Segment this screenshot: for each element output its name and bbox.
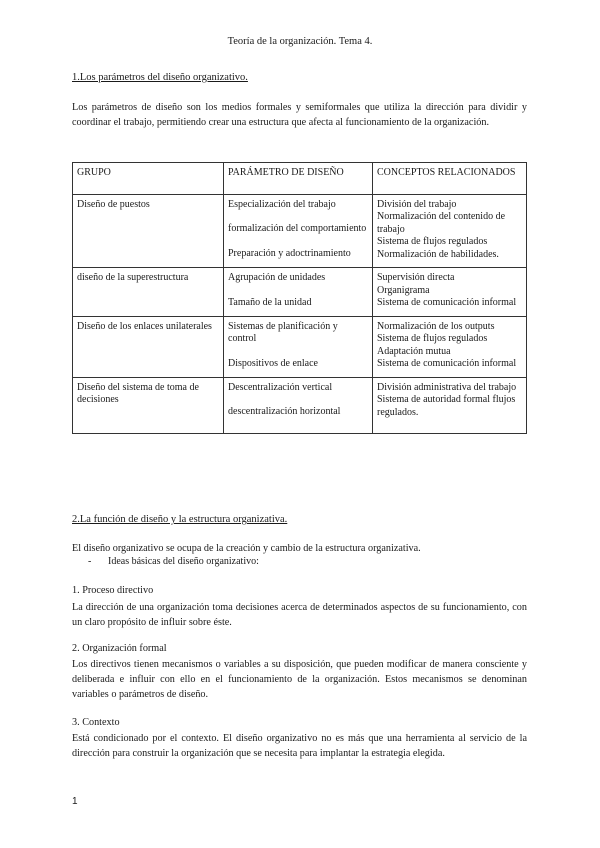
bullet-item: - Ideas básicas del diseño organizativo: xyxy=(88,556,259,567)
parametro-cell: Descentralización vertical descentralización horizontal xyxy=(224,377,373,434)
grupo-cell: Diseño del sistema de toma de decisiones xyxy=(73,377,224,434)
section-2-intro: El diseño organizativo se ocupa de la creación y cambio de la estructura organizativa. xyxy=(72,543,421,554)
parametro-cell: Sistemas de planificación y control Dispositivos de enlace xyxy=(224,316,373,377)
page-number: 1 xyxy=(72,796,78,807)
grupo-cell: Diseño de los enlaces unilaterales xyxy=(73,316,224,377)
section-2-title: 2.La función de diseño y la estructura organizativa. xyxy=(72,514,288,525)
section-1-intro: Los parámetros de diseño son los medios formales y semiformales que utiliza la dirección para dividir y coordinar el trabajo, permitiendo crear una estructura que afecta al funcionamiento de la organización. xyxy=(72,102,527,128)
conceptos-cell: Supervisión directa Organigrama Sistema de comunicación informal xyxy=(373,268,527,317)
grupo-cell: diseño de la superestructura xyxy=(73,268,224,317)
item-text: Los directivos tienen mecanismos o variables a su disposición, que pueden modificar de manera consciente y deliberada e influir con ello en el funcionamiento de la organización. Estos mecanismos se denominan variables o parámetros de diseño. xyxy=(72,659,527,700)
parameters-table xyxy=(72,162,527,434)
table-row xyxy=(73,268,527,317)
header-cell: PARÁMETRO DE DISEÑO xyxy=(224,163,373,195)
item-text: Está condicionado por el contexto. El diseño organizativo no es más que una herramienta al servicio de la dirección para construir la organización que se necesita para implantar la estrategia elegida. xyxy=(72,733,527,759)
item-text: La dirección de una organización toma decisiones acerca de determinados aspectos de su funcionamiento, con un claro propósito de influir sobre éste. xyxy=(72,602,527,628)
item-title: 2. Organización formal xyxy=(72,643,167,654)
item-title: 1. Proceso directivo xyxy=(72,585,154,596)
table-row xyxy=(73,377,527,434)
header-cell: GRUPO xyxy=(73,163,224,195)
parametro-cell: Especialización del trabajo formalización del comportamiento Preparación y adoctrinamiento xyxy=(224,194,373,268)
conceptos-cell: División administrativa del trabajo Sistema de autoridad formal flujos regulados. xyxy=(373,377,527,434)
page-header: Teoría de la organización. Tema 4. xyxy=(227,36,373,47)
conceptos-cell: División del trabajo Normalización del contenido de trabajo Sistema de flujos regulados Normalización de habilidades. xyxy=(373,194,527,268)
grupo-cell: Diseño de puestos xyxy=(73,194,224,268)
table-row xyxy=(73,194,527,268)
table-header-row xyxy=(73,163,527,195)
item-title: 3. Contexto xyxy=(72,717,120,728)
section-1-title: 1.Los parámetros del diseño organizativo. xyxy=(72,72,248,83)
table-row xyxy=(73,316,527,377)
parametro-cell: Agrupación de unidades Tamaño de la unidad xyxy=(224,268,373,317)
header-cell: CONCEPTOS RELACIONADOS xyxy=(373,163,527,195)
conceptos-cell: Normalización de los outputs Sistema de flujos regulados Adaptación mutua Sistema de comunicación informal xyxy=(373,316,527,377)
